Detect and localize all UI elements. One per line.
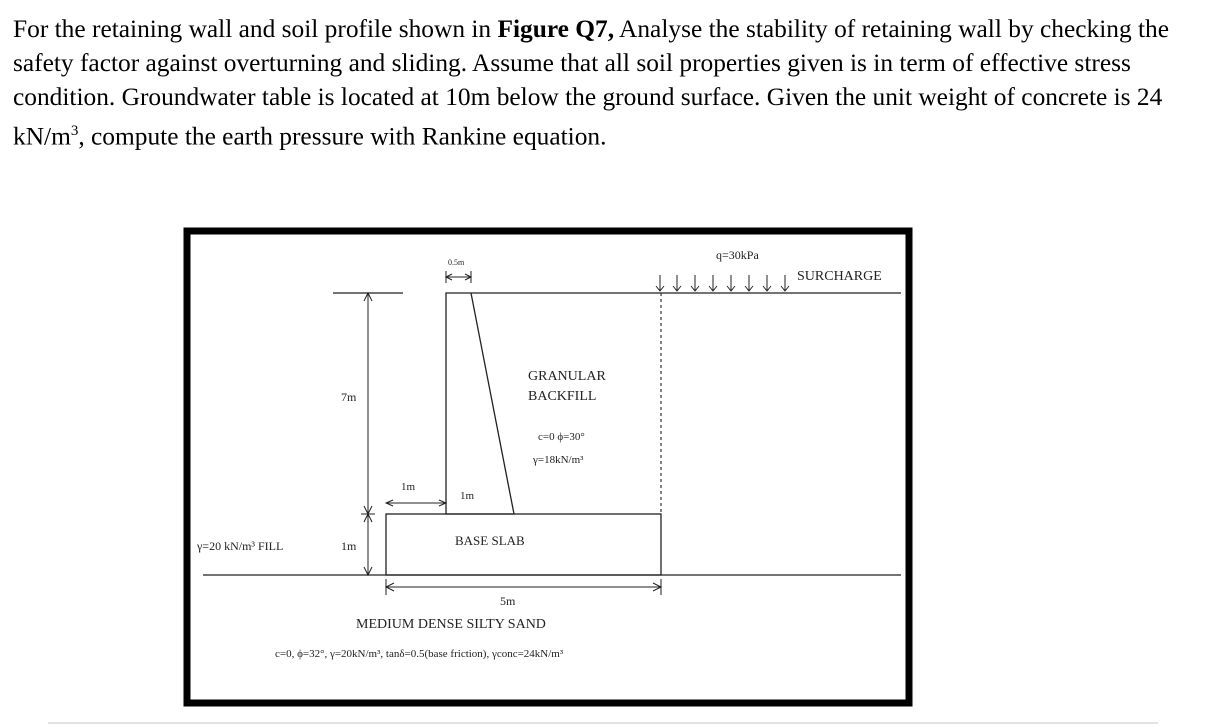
top-width-label: 0.5m (448, 258, 465, 267)
backfill-name-line2: BACKFILL (528, 389, 597, 404)
question-part-2: Analyse the stability of retaining wall by checking the safety factor against overturning and sliding. Assume that all soil properties given is in term of effective stress condition. Groundwater table is located at 10m below the ground surface. Given the unit weight of concrete is 24 kN/m (13, 15, 1170, 151)
surcharge-value: q=30kPa (716, 248, 759, 262)
question-part-3: , compute the earth pressure with Rankine equation. (78, 122, 607, 151)
foundation-soil-name: MEDIUM DENSE SILTY SAND (356, 617, 546, 632)
figure-reference: Figure Q7, (497, 15, 615, 43)
backfill-properties-1: c=0 ϕ=30° (538, 431, 585, 443)
fill-properties-label: γ=20 kN/m³ FILL (197, 539, 284, 553)
foundation-soil-properties: c=0, ϕ=32°, γ=20kN/m³, tanδ=0.5(base friction), γconc=24kN/m³ (275, 648, 564, 660)
unit-exponent: 3 (70, 123, 79, 139)
question-part-1: For the retaining wall and soil profile shown in (13, 15, 498, 43)
backfill-properties-2: γ=18kN/m³ (533, 454, 584, 466)
wall-height-label: 7m (341, 390, 357, 404)
retaining-wall-diagram (183, 227, 913, 707)
base-width-label: 5m (500, 594, 516, 608)
base-slab-label: BASE SLAB (455, 533, 525, 548)
page-bottom-rule (48, 722, 1158, 724)
backfill-name-line1: GRANULAR (528, 369, 606, 384)
stem-base-label: 1m (460, 490, 475, 502)
figure-frame (187, 231, 909, 703)
question-text (13, 12, 1198, 153)
figure-q7 (183, 227, 913, 707)
surcharge-label: SURCHARGE (797, 269, 882, 284)
toe-length-label: 1m (401, 481, 416, 493)
slab-thickness-label: 1m (341, 539, 357, 553)
